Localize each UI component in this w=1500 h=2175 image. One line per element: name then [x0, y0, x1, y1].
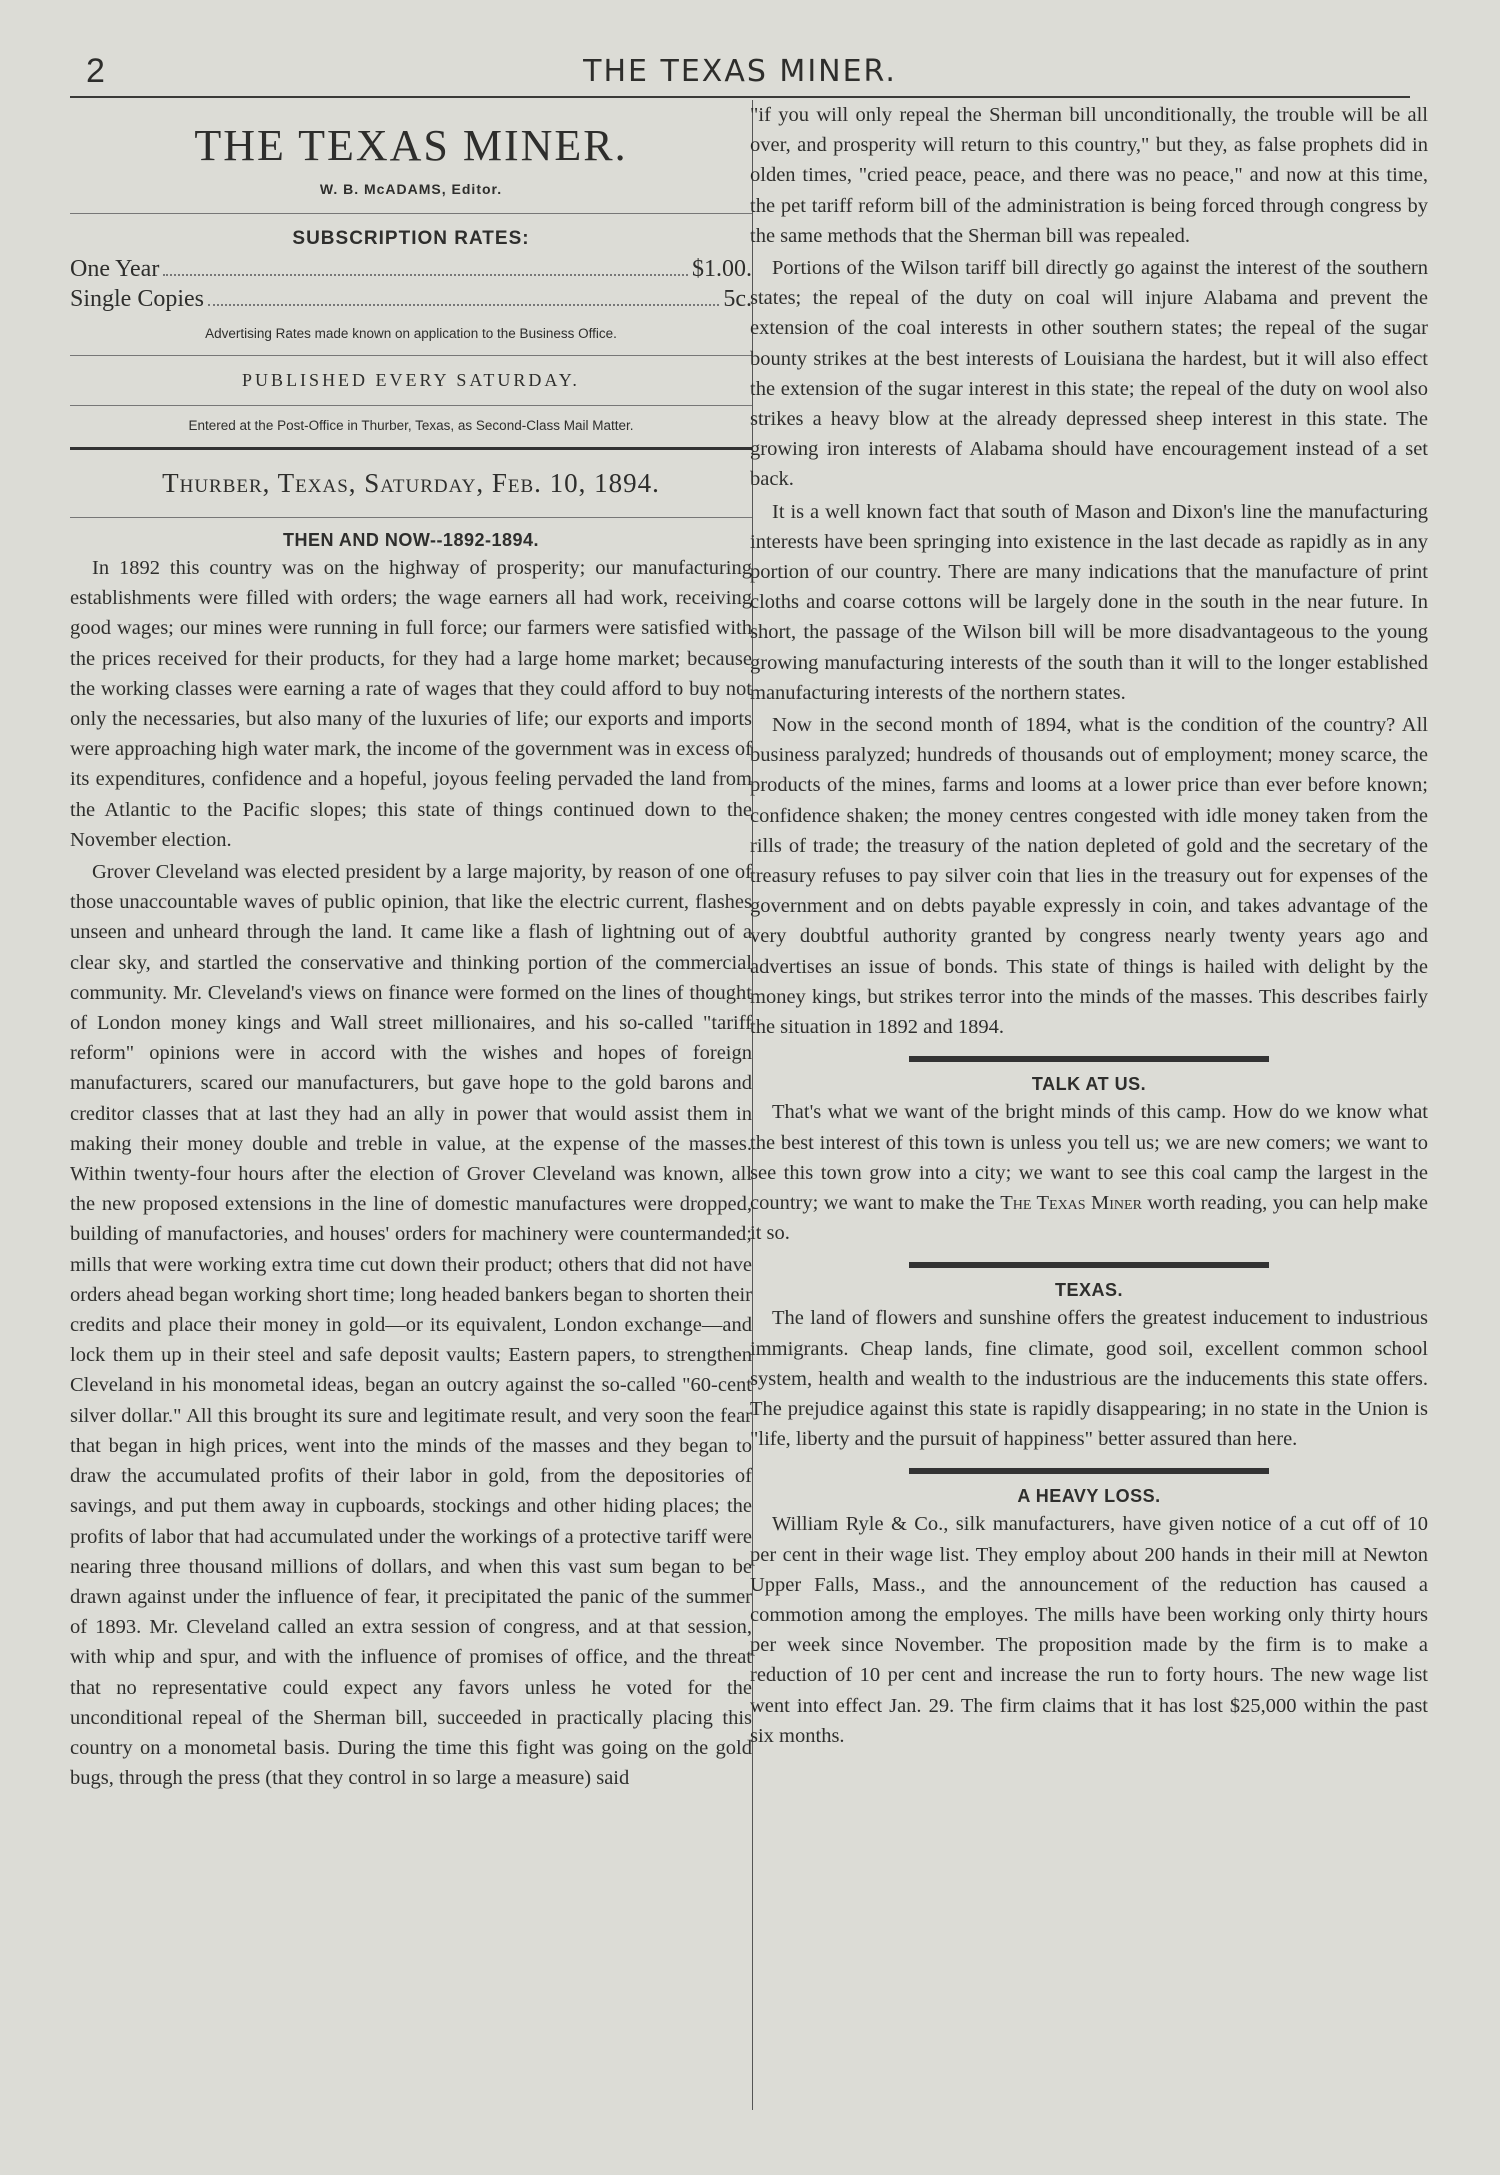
headline-texas: TEXAS.: [1054, 1280, 1123, 1301]
paragraph: In 1892 this country was on the highway of prosperity; our manufacturing establishments were filled with orders; the wage earners all had work, receiving good wages; our mines were running in full force; our farmers were satisfied with the prices received for their products, for they had a large home market; because the working classes were earning a rate of wages that they could afford to buy not only the necessaries, but also many of the luxuries of life; our exports and imports were approaching high water mark, the income of the government was in excess of its expenditures, confidence and a hopeful, joyous feeling pervaded the land from the Atlantic to the Pacific slopes; this state of things continued down to the November election.: [70, 557, 752, 851]
paragraph: The land of flowers and sunshine offers the greatest inducement to industrious immigrants. Cheap lands, fine climate, good soil, excellent common school system, health and wealth to the industrious are the inducements this state offers. The prejudice against this state is rapidly disappearing; in no state in the Union is "life, liberty and the pursuit of happiness" better assured than here.: [750, 1307, 1428, 1451]
leader-dots: [208, 304, 719, 306]
publication-schedule: PUBLISHED EVERY SATURDAY.: [242, 370, 580, 390]
divider: [70, 355, 752, 356]
paragraph: It is a well known fact that south of Mason and Dixon's line the manufacturing interests have been springing into existence in the last decade as rapidly as in any portion of our country. There are many indications that the manufacture of print cloths and coarse cottons will be largely done in the south in the near future. In short, the passage of the Wilson bill will be more disadvantageous to the young growing manufacturing interests of the south than it will to the longer established manufacturing interests of the northern states.: [750, 500, 1428, 704]
dateline: Thurber, Texas, Saturday, Feb. 10, 1894.: [162, 468, 660, 498]
paragraph: Portions of the Wilson tariff bill directly go against the interest of the southern states; the repeal of the duty on coal will injure Alabama and prevent the extension of the coal interests in other southern states; the repeal of the sugar bounty strikes at the best interests of Louisiana the hardest, but it will also effect the extension of the sugar interest in this state; the repeal of the duty on wool also strikes a heavy blow at the already depressed sheep interest in this state. The growing iron interests of Alabama should have encouragement instead of a set back.: [750, 257, 1428, 491]
paragraph: Now in the second month of 1894, what is the condition of the country? All business paralyzed; hundreds of thousands out of employment; money scarce, the products of the mines, farms and looms at a lower price than ever before known; confidence shaken; the money centres congested with idle money taken from the rills of trade; the treasury of the nation depleted of gold and the secretary of the treasury refuses to pay silver coin that lies in the treasury out for expenses of the government and on debts payable expressly in coin, and takes advantage of the very doubtful authority granted by congress nearly twenty years ago and advertises an issue of bonds. This state of things is hailed with delight by the money kings, but strikes terror into the minds of the masses. This describes fairly the situation in 1892 and 1894.: [750, 714, 1428, 1039]
paragraph: William Ryle & Co., silk manufacturers, have given notice of a cut off of 10 per cent in their wage list. They employ about 200 hands in their mill at Newton Upper Falls, Mass., and the announcement of the reduction has caused a commotion among the employes. The mills have been working only thirty hours per week since November. The proposition made by the firm is to make a reduction of 10 per cent and increase the run to forty hours. The new wage list went into effect Jan. 29. The firm claims that it has lost $25,000 within the past six months.: [750, 1513, 1428, 1747]
advertising-note: Advertising Rates made known on application to the Business Office.: [205, 326, 617, 341]
page-header: [70, 48, 1410, 98]
paper-name: The Texas Miner: [1000, 1191, 1142, 1214]
editor-line: W. B. McADAMS, Editor.: [319, 181, 503, 197]
right-column: [750, 100, 1428, 1753]
subscription-rates-title: SUBSCRIPTION RATES:: [292, 228, 530, 249]
masthead-title: THE TEXAS MINER.: [194, 121, 628, 170]
rate-label: Single Copies: [70, 286, 205, 312]
rate-price: 5c.: [723, 286, 752, 312]
paragraph-continued: "if you will only repeal the Sherman bill unconditionally, the trouble will be all over, and prosperity will return to this country," but they, as false prophets did in olden times, "cried peace, peace, and there was no peace," and now at this time, the pet tariff reform bill of the administration is being forced through congress by the same methods that the Sherman bill was repealed.: [750, 104, 1428, 247]
rate-label: One Year: [70, 256, 160, 282]
paragraph: [750, 1097, 1428, 1248]
thick-divider: [70, 447, 752, 450]
rate-row-one-year: [70, 256, 752, 286]
leader-dots: [163, 274, 688, 276]
masthead: [70, 120, 752, 518]
section-separator: [909, 1056, 1269, 1062]
running-head: THE TEXAS MINER.: [583, 54, 897, 89]
page-number: 2: [86, 52, 105, 90]
text-run: worth reading, you can help make it so.: [750, 1191, 1429, 1245]
divider: [70, 213, 752, 214]
section-separator: [909, 1262, 1269, 1268]
rate-row-single-copies: [70, 286, 752, 316]
left-column: [70, 100, 752, 1795]
divider: [70, 517, 752, 518]
headline-then-and-now: THEN AND NOW--1892-1894.: [282, 530, 540, 550]
paragraph: Grover Cleveland was elected president by a large majority, by reason of one of those unaccountable waves of public opinion, that like the electric current, flashes unseen and unheard through the land. It came like a flash of lightning out of a clear sky, and startled the conservative and thinking portion of the commercial community. Mr. Cleveland's views on finance were formed on the lines of thought of London money kings and Wall street millionaires, and his so-called "tariff reform" opinions were in accord with the wishes and hopes of foreign manufacturers, scared our manufacturers, but gave hope to the gold barons and creditor classes that at last they had an ally in power that would assist them in making their money double and treble in value, at the expense of the masses. Within twenty-four hours after the election of Grover Cleveland was known, all the new proposed extensions in the line of domestic manufactures were dropped, building of manufactories, and houses' orders for machinery were countermanded; mills that were working extra time cut down their product; others that did not have orders ahead began working short time; long headed bankers began to shorten their credits and place their money in gold—or its equivalent, London exchange—and lock them up in their steel and safe deposit vaults; Eastern papers, to strengthen Cleveland in his monometal ideas, began an outcry against the so-called "60-cent silver dollar." All this brought its sure and legitimate result, and very soon the fear that began in high prices, went into the minds of the masses and they began to draw the accumulated profits of their labor in gold, from the depositories of savings, and put them away in cupboards, stockings and other hiding places; the profits of labor that had accumulated under the workings of a protective tariff were nearing three thousand millions of dollars, and when this vast sum began to be drawn against under the influence of fear, it precipitated the panic of the summer of 1893. Mr. Cleveland called an extra session of congress, and at that session, with whip and spur, and with the influence of promises of office, and the threat that no representative could expect any favors unless he voted for the unconditional repeal of the Sherman bill, succeeded in practically placing this country on a monometal basis. During the time this fight was going on the gold bugs, through the press (that they control in so large a measure) said: [70, 861, 752, 1790]
text-run: That's what we want of the bright minds of this camp. How do we know what the best interest of this town is unless you tell us; we are new comers; we want to see this town grow into a city; we want to see this coal camp the largest in the country; we want to make the: [750, 1101, 1428, 1214]
headline-heavy-loss: A HEAVY LOSS.: [1017, 1486, 1161, 1507]
rate-price: $1.00.: [692, 256, 752, 282]
section-separator: [909, 1468, 1269, 1474]
divider: [70, 405, 752, 406]
postal-notice: Entered at the Post-Office in Thurber, Texas, as Second-Class Mail Matter.: [188, 418, 634, 433]
headline-talk-at-us: TALK AT US.: [1031, 1074, 1147, 1095]
